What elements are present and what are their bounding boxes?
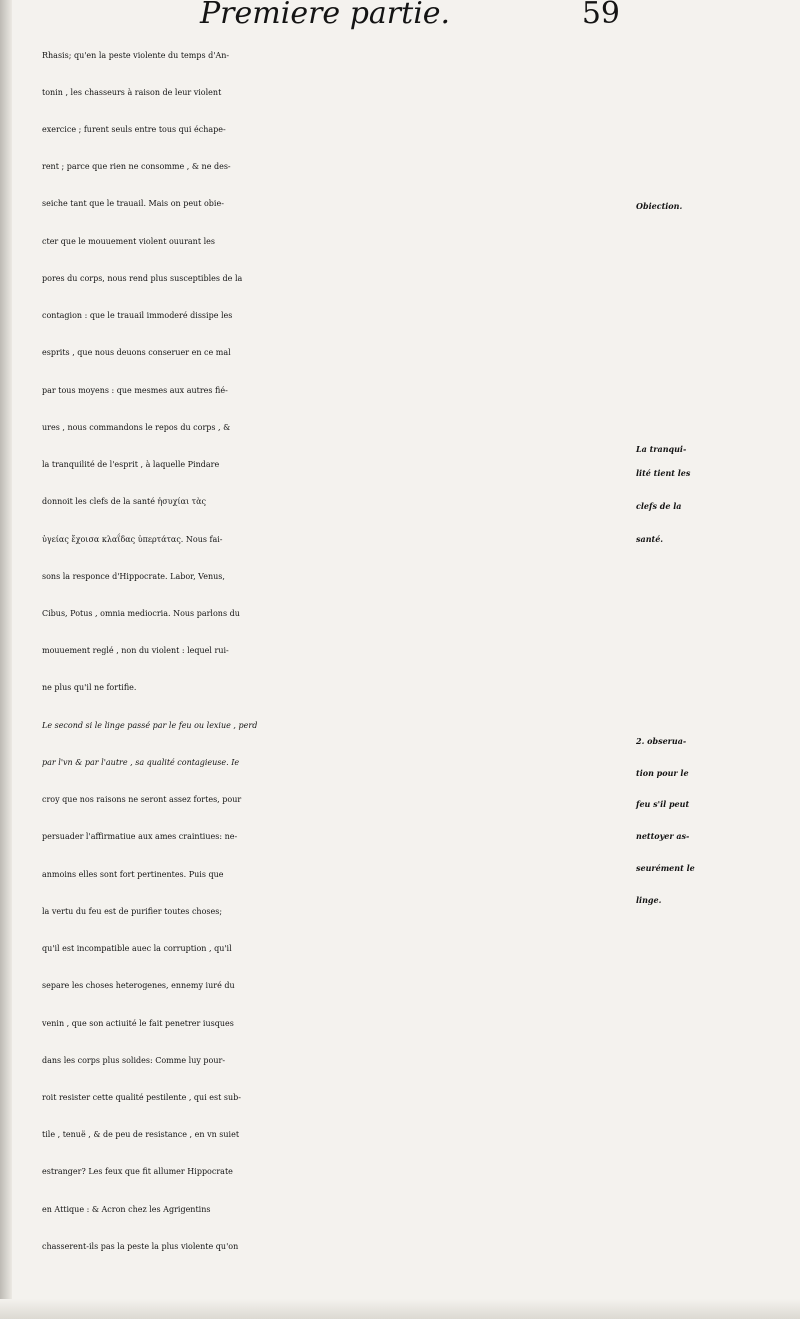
text-line: rent ; parce que rien ne consomme , & ne des- [42, 162, 231, 171]
text-line: separe les choses heterogenes, ennemy iuré du [42, 981, 235, 990]
text-line: pores du corps, nous rend plus susceptibles de la [42, 274, 243, 283]
text-line: en Attique : & Acron chez les Agrigentins [42, 1205, 211, 1214]
text-line: tile , tenuë , & de peu de resistance , en vn suiet [42, 1130, 240, 1139]
text-line: sons la responce d'Hippocrate. Labor, Venus, [42, 572, 225, 581]
text-line-italic: Le second si le linge passé par le feu ou lexiue , perd [42, 721, 258, 730]
text-line: estranger? Les feux que fit allumer Hippocrate [42, 1167, 233, 1176]
margin-note-line: clefs de la [636, 501, 682, 511]
text-line: anmoins elles sont fort pertinentes. Puis que [42, 870, 224, 879]
margin-note-line: 2. obserua- [636, 736, 687, 746]
margin-note-line: linge. [636, 895, 662, 905]
text-line: donnoit les clefs de la santé ἡσυχίαι τὰς [42, 497, 206, 506]
text-line: Cibus, Potus , omnia mediocria. Nous parlons du [42, 609, 240, 618]
text-line: par tous moyens : que mesmes aux autres fié- [42, 386, 228, 395]
text-line: exercice ; furent seuls entre tous qui échape- [42, 125, 226, 134]
margin-note-line: tion pour le [636, 768, 689, 778]
text-line: mouuement reglé , non du violent : lequel rui- [42, 646, 229, 655]
text-line: ὑγείας ἔχοισα κλαΐδας ὑπερτάτας. Nous fai- [42, 535, 223, 544]
text-line: esprits , que nous deuons conseruer en ce mal [42, 348, 231, 357]
margin-note-line: nettoyer as- [636, 831, 690, 841]
text-line: qu'il est incompatible auec la corruption , qu'il [42, 944, 232, 953]
margin-note-line: seurément le [636, 863, 695, 873]
text-line-italic: par l'vn & par l'autre , sa qualité contagieuse. Ie [42, 758, 240, 767]
text-line: croy que nos raisons ne seront assez fortes, pour [42, 795, 242, 804]
text-line: venin , que son actiuité le fait penetrer iusques [42, 1019, 234, 1028]
text-line: chasserent-ils pas la peste la plus violente qu'on [42, 1242, 239, 1251]
margin-note-line: La tranqui- [636, 444, 687, 454]
text-line: tonin , les chasseurs à raison de leur violent [42, 88, 222, 97]
page-bottom-edge [0, 1299, 800, 1319]
text-line: ures , nous commandons le repos du corps , & [42, 423, 231, 432]
page-number: 59 [581, 0, 620, 31]
text-line: ne plus qu'il ne fortifie. [42, 683, 137, 692]
running-title: Premiere partie. [200, 0, 451, 31]
text-line: contagion : que le trauail immoderé dissipe les [42, 311, 233, 320]
margin-note-line: feu s'il peut [636, 799, 690, 809]
text-line: la vertu du feu est de purifier toutes choses; [42, 907, 223, 916]
margin-note-line: santé. [636, 534, 664, 544]
margin-note-objection: Obiection. [636, 201, 683, 211]
text-line: cter que le mouuement violent ouurant les [42, 237, 215, 246]
page-edge-shadow [0, 0, 12, 1319]
text-line: seiche tant que le trauail. Mais on peut obie- [42, 199, 224, 208]
margin-note-line: lité tient les [636, 468, 691, 478]
text-line: persuader l'affirmatiue aux ames craintiues: ne- [42, 832, 238, 841]
text-line: Rhasis; qu'en la peste violente du temps d'An- [42, 51, 230, 60]
text-line: la tranquilité de l'esprit , à laquelle Pindare [42, 460, 220, 469]
text-line: roit resister cette qualité pestilente , qui est sub- [42, 1093, 241, 1102]
text-line: dans les corps plus solides: Comme luy pour- [42, 1056, 226, 1065]
running-head [200, 0, 620, 32]
